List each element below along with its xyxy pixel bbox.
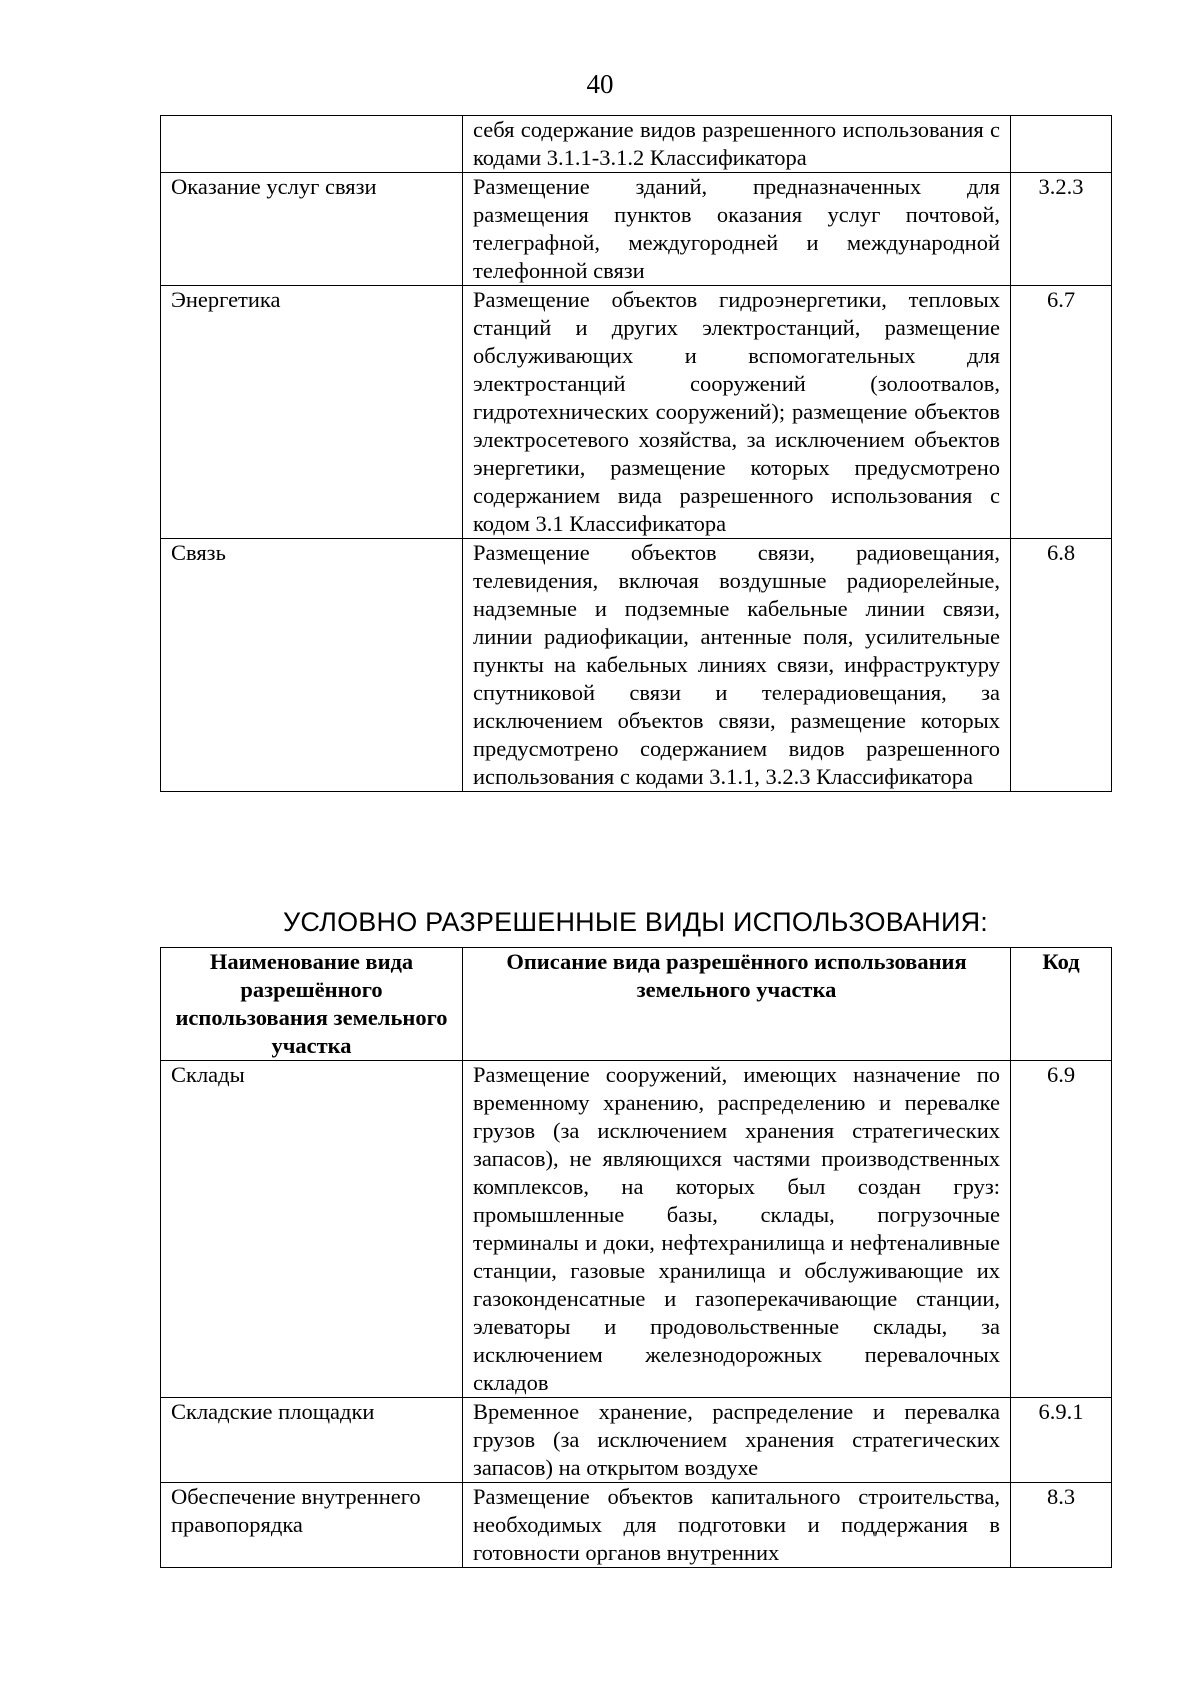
land-use-table-continued	[160, 115, 1112, 792]
use-code-cell: 3.2.3	[1011, 173, 1112, 286]
table-row	[161, 286, 1112, 539]
conditional-uses-table	[160, 947, 1112, 1568]
table-row	[161, 116, 1112, 173]
column-header-name: Наименование вида разрешённого использования земельного участка	[161, 948, 463, 1061]
use-description-cell: Размещение объектов капитального строительства, необходимых для подготовки и поддержания в готовности органов внутренних	[463, 1483, 1011, 1568]
table-row	[161, 173, 1112, 286]
use-name-cell	[161, 116, 463, 173]
page-number: 40	[586, 69, 614, 99]
use-code-cell: 6.9.1	[1011, 1398, 1112, 1483]
use-description-cell: Размещение объектов гидроэнергетики, тепловых станций и других электростанций, размещение обслуживающих и вспомогательных для электростанций сооружений (золоотвалов, гидротехнических сооружений); размещение объектов электросетевого хозяйства, за исключением объектов энергетики, размещение которых предусмотрено содержанием вида разрешенного использования с кодом 3.1 Классификатора	[463, 286, 1011, 539]
column-header-code: Код	[1011, 948, 1112, 1061]
use-code-cell: 6.7	[1011, 286, 1112, 539]
use-description-cell: себя содержание видов разрешенного использования с кодами 3.1.1-3.1.2 Классификатора	[463, 116, 1011, 173]
use-name-cell: Энергетика	[161, 286, 463, 539]
use-description-cell: Размещение сооружений, имеющих назначение по временному хранению, распределению и перевалке грузов (за исключением хранения стратегических запасов), не являющихся частями производственных комплексов, на которых был создан груз: промышленные базы, склады, погрузочные терминалы и доки, нефтехранилища и нефтеналивные станции, газовые хранилища и обслуживающие их газоконденсатные и газоперекачивающие станции, элеваторы и продовольственные склады, за исключением железнодорожных перевалочных складов	[463, 1061, 1011, 1398]
use-code-cell: 6.8	[1011, 539, 1112, 792]
use-name-cell: Складские площадки	[161, 1398, 463, 1483]
use-description-cell: Временное хранение, распределение и перевалка грузов (за исключением хранения стратегических запасов) на открытом воздухе	[463, 1398, 1011, 1483]
table-row	[161, 1398, 1112, 1483]
use-name-cell: Оказание услуг связи	[161, 173, 463, 286]
table-row	[161, 539, 1112, 792]
use-code-cell: 8.3	[1011, 1483, 1112, 1568]
table-header-row	[161, 948, 1112, 1061]
use-description-cell: Размещение объектов связи, радиовещания, телевидения, включая воздушные радиорелейные, надземные и подземные кабельные линии связи, линии радиофикации, антенные поля, усилительные пункты на кабельных линиях связи, инфраструктуру спутниковой связи и телерадиовещания, за исключением объектов связи, размещение которых предусмотрено содержанием видов разрешенного использования с кодами 3.1.1, 3.2.3 Классификатора	[463, 539, 1011, 792]
table-row	[161, 1061, 1112, 1398]
use-code-cell: 6.9	[1011, 1061, 1112, 1398]
column-header-description: Описание вида разрешённого использования земельного участка	[463, 948, 1011, 1061]
use-code-cell	[1011, 116, 1112, 173]
section-title: УСЛОВНО РАЗРЕШЕННЫЕ ВИДЫ ИСПОЛЬЗОВАНИЯ:	[283, 907, 988, 937]
use-name-cell: Склады	[161, 1061, 463, 1398]
use-name-cell: Связь	[161, 539, 463, 792]
table-row	[161, 1483, 1112, 1568]
use-description-cell: Размещение зданий, предназначенных для размещения пунктов оказания услуг почтовой, телеграфной, междугородней и международной телефонной связи	[463, 173, 1011, 286]
use-name-cell: Обеспечение внутреннего правопорядка	[161, 1483, 463, 1568]
